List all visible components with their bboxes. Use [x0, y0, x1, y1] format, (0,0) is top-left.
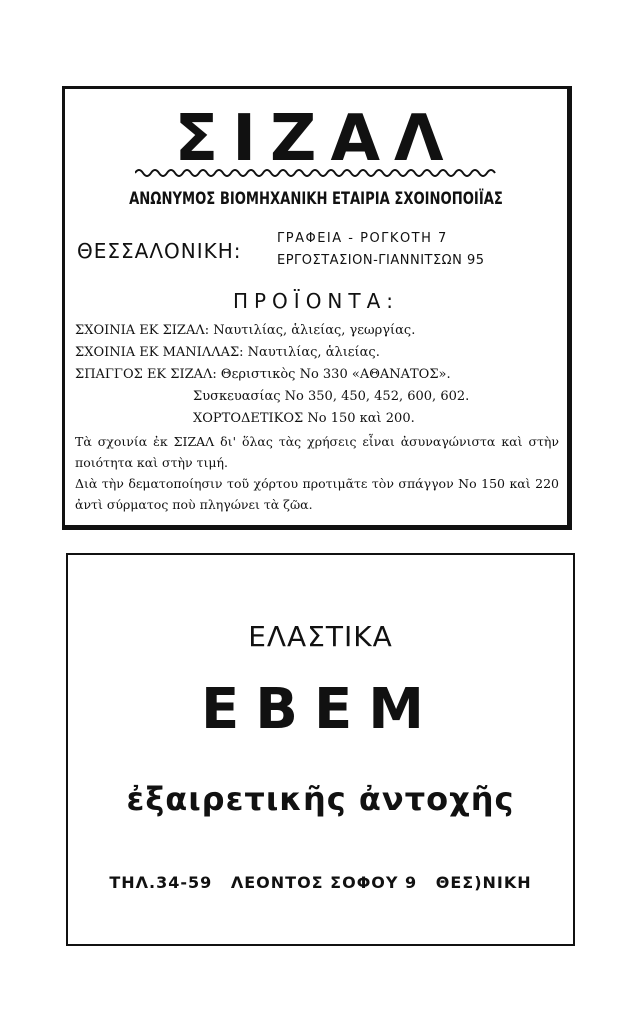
contact-line: [68, 873, 573, 892]
product-line: ΣΧΟΙΝΙΑ ΕΚ ΜΑΝΙΛΛΑΣ: Ναυτιλίας, ἁλιείας.: [75, 345, 380, 360]
factory-address: ΕΡΓΟΣΤΑΣΙΟΝ-ΓΙΑΝΝΙΤΣΩΝ 95: [277, 253, 485, 268]
street-address: ΛΕΟΝΤΟΣ ΣΟΦΟΥ 9: [230, 873, 418, 892]
evem-brand-title: ΕΒΕΜ: [201, 677, 440, 742]
product-line: Συσκευασίας Νο 350, 450, 452, 600, 602.: [193, 389, 470, 404]
product-line: ΣΠΑΓΓΟΣ ΕΚ ΣΙΖΑΛ: Θεριστικὸς Νο 330 «ΑΘΑΝΑΤΟΣ».: [75, 367, 451, 382]
company-name: ΑΝΩΝΥΜΟΣ ΒΙΟΜΗΧΑΝΙΚΗ ΕΤΑΙΡΙΑ ΣΧΟΙΝΟΠΟΙΪΑΣ: [129, 189, 503, 209]
product-line: ΣΧΟΙΝΙΑ ΕΚ ΣΙΖΑΛ: Ναυτιλίας, ἁλιείας, γεωργίας.: [75, 323, 416, 338]
products-heading: ΠΡΟΪΟΝΤΑ:: [232, 289, 400, 313]
city-label: ΘΕΣΣΑΛΟΝΙΚΗ:: [77, 239, 242, 263]
city-name: ΘΕΣ)ΝΙΚΗ: [435, 873, 532, 892]
paragraph-quality: Τὰ σχοινία ἐκ ΣΙΖΑΛ δι' ὅλας τὰς χρήσεις εἶναι ἀσυναγώνιστα καὶ στὴν ποιότητα καὶ στὴν τιμή.: [75, 434, 559, 470]
sizal-brand-title: ΣΙΖΑΛ: [174, 102, 458, 176]
product-line: ΧΟΡΤΟΔΕΤΙΚΟΣ Νο 150 καὶ 200.: [193, 411, 415, 426]
sizal-advertisement: [62, 86, 572, 530]
evem-slogan: ἐξαιρετικῆς ἀντοχῆς: [126, 780, 515, 818]
office-address: ΓΡΑΦΕΙΑ - ΡΟΓΚΟΤΗ 7: [277, 231, 448, 246]
phone-number: ΤΗΛ.34-59: [109, 873, 213, 892]
paragraph-baling: Διὰ τὴν δεματοποίησιν τοῦ χόρτου προτιμᾶτε τὸν σπάγγον Νο 150 καὶ 220 ἀντὶ σύρματος ποὺ πληγώνει τὰ ζῶα.: [75, 476, 559, 512]
wave-ornament: [135, 167, 497, 179]
elastics-heading: ΕΛΑΣΤΙΚΑ: [248, 620, 393, 653]
evem-advertisement: [66, 553, 575, 946]
